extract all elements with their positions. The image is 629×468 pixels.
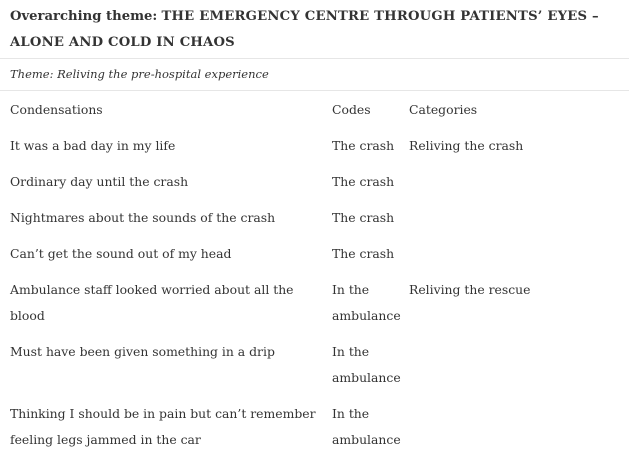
code-cell: In the ambulance	[332, 282, 401, 323]
overarching-theme	[10, 4, 622, 56]
theme-row	[0, 58, 629, 91]
code-cell: The crash	[332, 138, 395, 153]
code-cell: The crash	[332, 210, 395, 225]
code-cell: The crash	[332, 174, 395, 189]
table-row	[0, 205, 629, 231]
overarching-theme-label: Overarching theme:	[10, 9, 158, 24]
condensation-cell: It was a bad day in my life	[10, 138, 176, 153]
category-cell: Reliving the crash	[409, 138, 524, 153]
condensation-cell: Nightmares about the sounds of the crash	[10, 210, 276, 225]
table-row	[0, 241, 629, 267]
column-header-categories: Categories	[409, 102, 478, 117]
table-row	[0, 277, 629, 329]
code-cell: In the ambulance	[332, 406, 401, 447]
table-row	[0, 401, 629, 453]
condensation-cell: Thinking I should be in pain but can’t remember feeling legs jammed in the car	[10, 406, 316, 447]
condensation-cell: Can’t get the sound out of my head	[10, 246, 232, 261]
overarching-theme-value: THE EMERGENCY CENTRE THROUGH PATIENTS’ EYES – ALONE AND COLD IN CHAOS	[10, 9, 599, 50]
table-row	[0, 169, 629, 195]
column-header-condensations: Condensations	[10, 102, 103, 117]
table-row	[0, 339, 629, 391]
code-cell: The crash	[332, 246, 395, 261]
condensation-cell: Ambulance staff looked worried about all the blood	[10, 282, 294, 323]
overarching-theme-block	[0, 0, 629, 59]
column-header-codes: Codes	[332, 102, 371, 117]
table-header-row	[0, 97, 629, 123]
category-cell: Reliving the rescue	[409, 282, 531, 297]
code-cell: In the ambulance	[332, 344, 401, 385]
theme-title: Theme: Reliving the pre-hospital experience	[10, 67, 269, 81]
condensation-cell: Must have been given something in a drip	[10, 344, 275, 359]
table-row	[0, 133, 629, 159]
condensation-cell: Ordinary day until the crash	[10, 174, 189, 189]
